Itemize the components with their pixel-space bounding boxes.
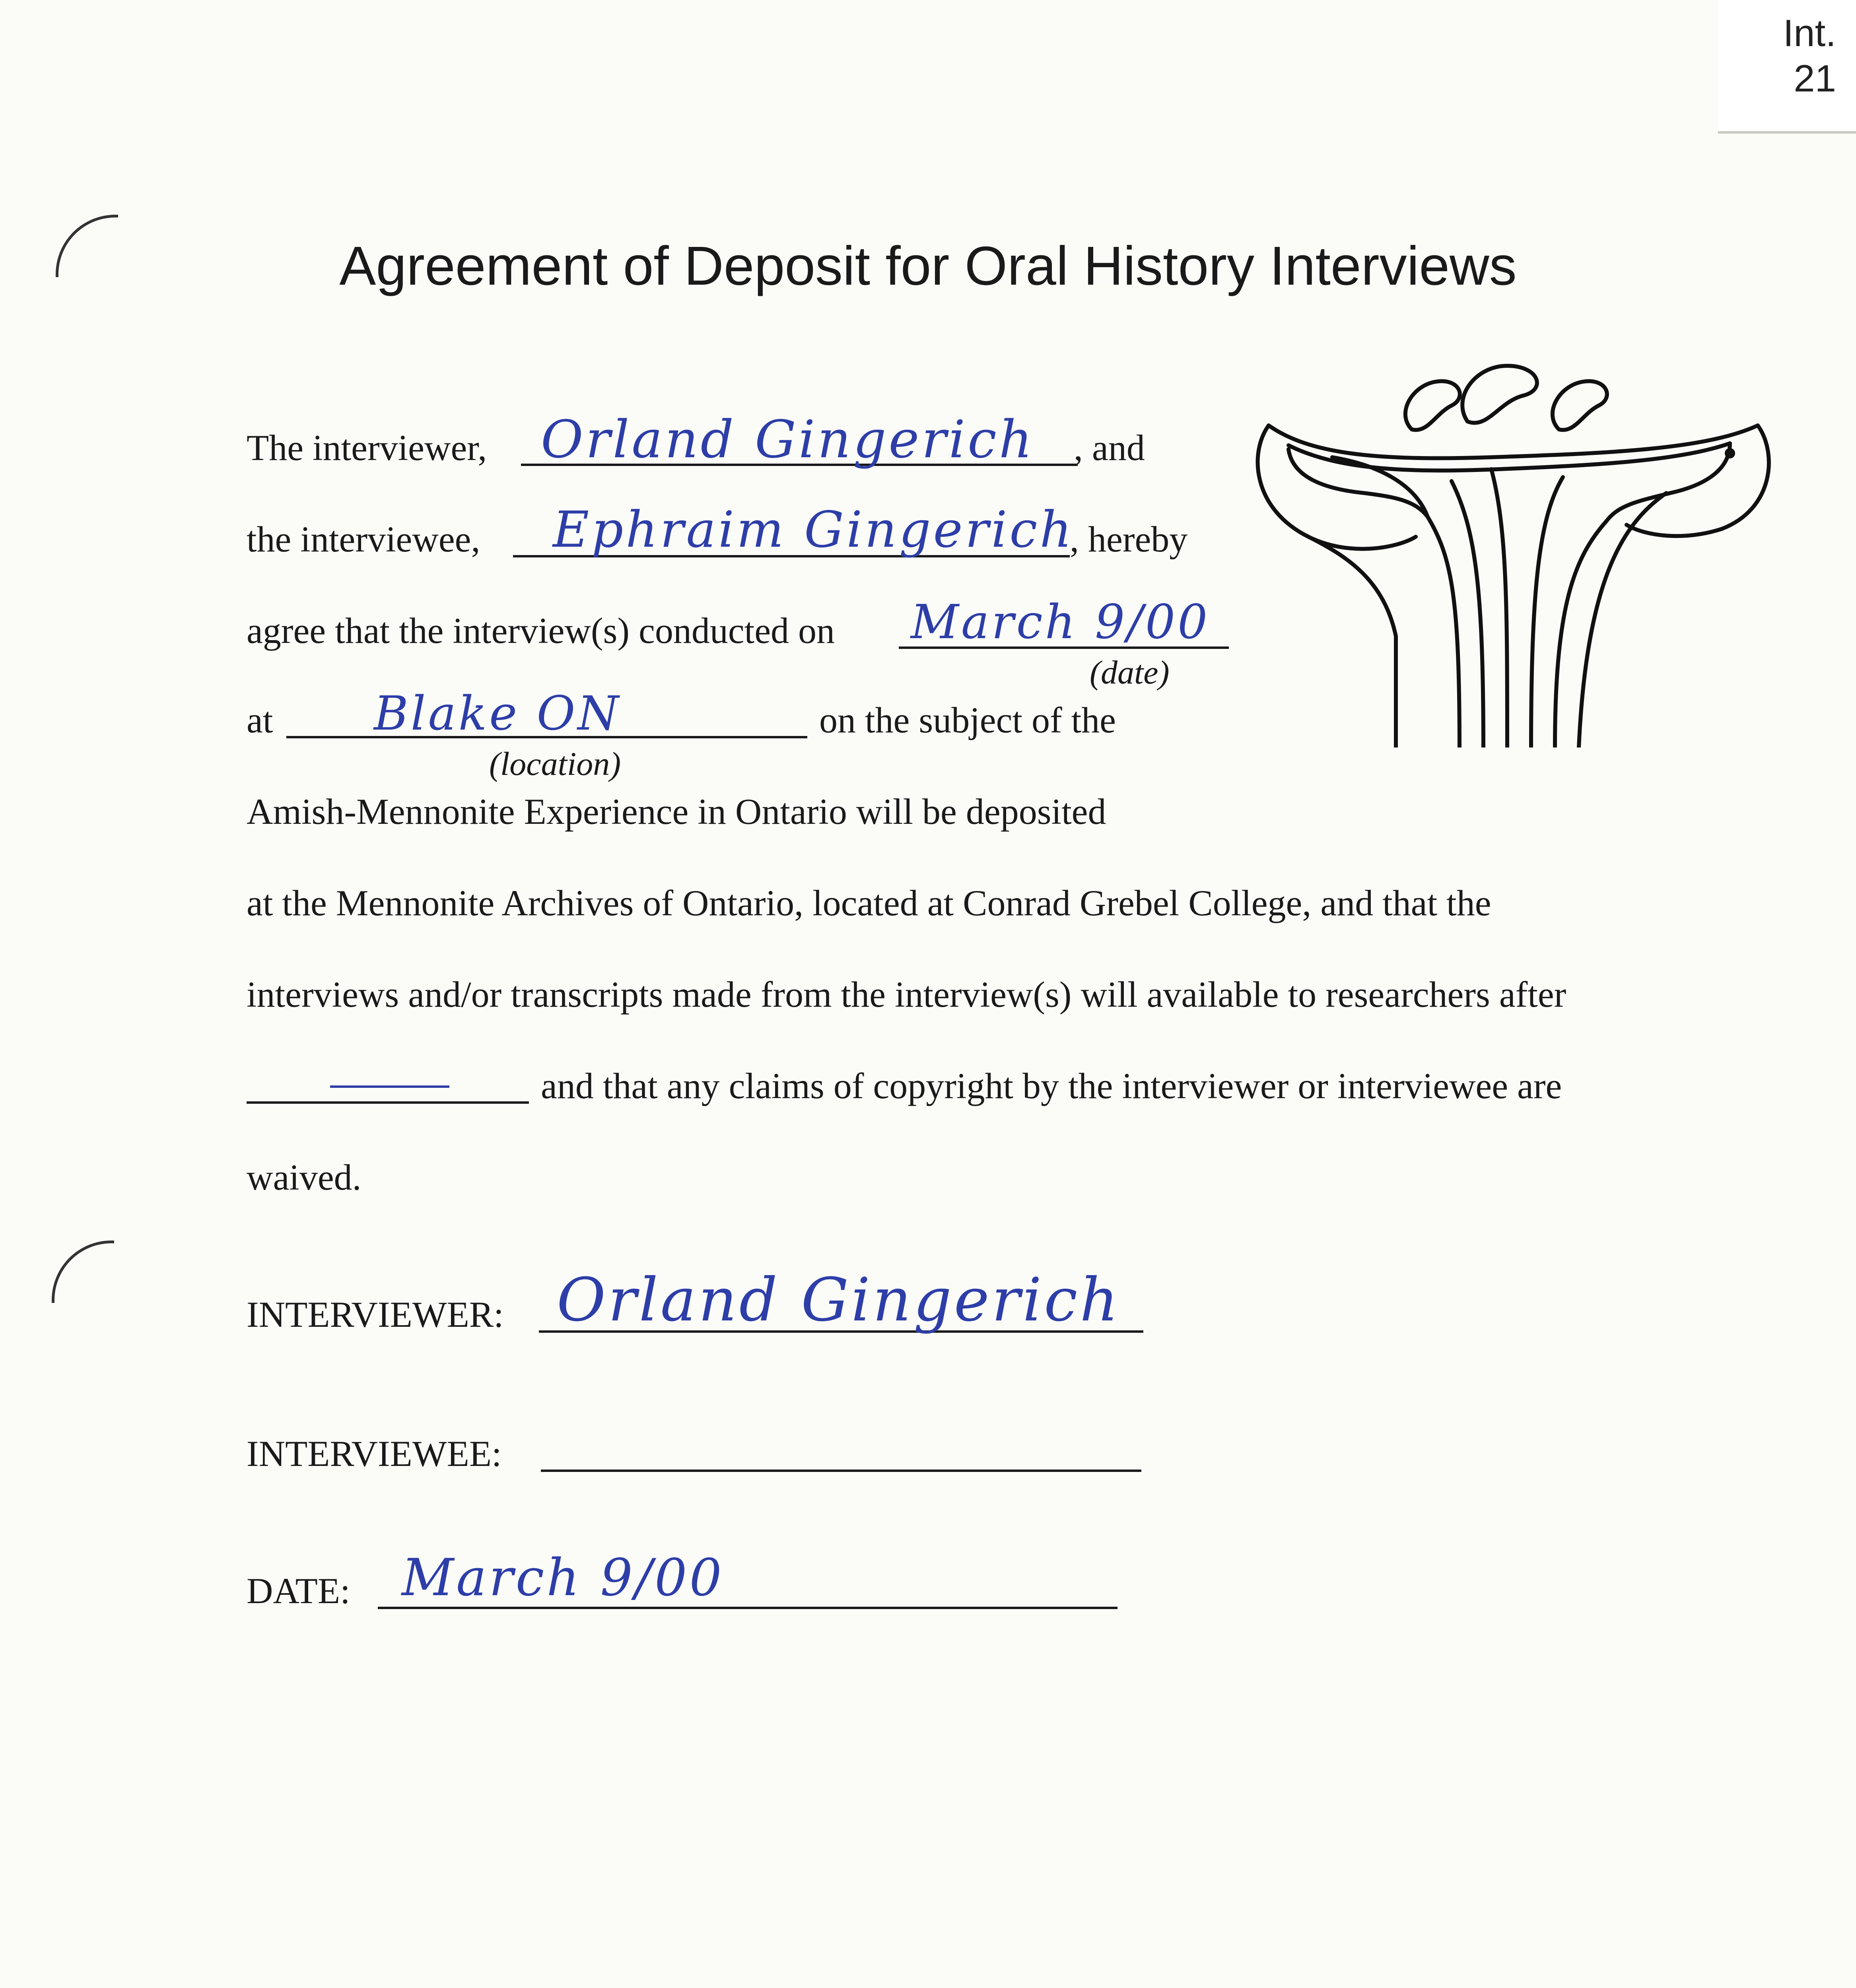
index-tab	[1718, 0, 1856, 134]
body-line-5: waived.	[247, 1157, 361, 1198]
interviewee-signature-label: INTERVIEWEE:	[247, 1433, 502, 1474]
body-line-3: interviews and/or transcripts made from the interview(s) will available to researchers after	[247, 974, 1566, 1015]
mennonite-logo-icon	[1245, 350, 1774, 747]
date-caption: (date)	[1090, 654, 1170, 691]
and-text: , and	[1074, 427, 1145, 468]
interviewer-label: The interviewer,	[247, 427, 487, 468]
location-caption: (location)	[489, 746, 621, 782]
interviewer-signature-label: INTERVIEWER:	[247, 1294, 504, 1335]
interviewer-signature: Orland Gingerich	[557, 1266, 1121, 1335]
hereby-text: , hereby	[1070, 519, 1188, 559]
interviewee-label: the interviewee,	[247, 519, 480, 559]
interview-date-handwritten: March 9/00	[911, 594, 1210, 649]
interviewee-signature-line	[541, 1470, 1141, 1472]
availability-dash-mark	[330, 1085, 449, 1088]
location-handwritten: Blake ON	[374, 686, 621, 741]
signature-date-handwritten: March 9/00	[402, 1548, 724, 1607]
body-line-4: and that any claims of copyright by the interviewer or interviewee are	[541, 1066, 1562, 1106]
tab-label-number: 21	[1794, 57, 1836, 100]
interviewee-handwritten-name: Ephraim Gingerich	[553, 501, 1074, 559]
page-title: Agreement of Deposit for Oral History Interviews	[339, 235, 1517, 297]
availability-date-blank-line	[247, 1101, 529, 1104]
agree-text: agree that the interview(s) conducted on	[247, 610, 835, 651]
signature-date-label: DATE:	[247, 1571, 350, 1611]
subject-text: on the subject of the	[819, 700, 1116, 740]
body-line-2: at the Mennonite Archives of Ontario, located at Conrad Grebel College, and that the	[247, 883, 1491, 923]
body-line-1: Amish-Mennonite Experience in Ontario will be deposited	[247, 791, 1106, 832]
binder-hole-mark-middle	[52, 1241, 114, 1303]
tab-label-int: Int.	[1783, 12, 1836, 54]
interviewer-handwritten-name: Orland Gingerich	[541, 409, 1035, 470]
at-text: at	[247, 700, 273, 740]
